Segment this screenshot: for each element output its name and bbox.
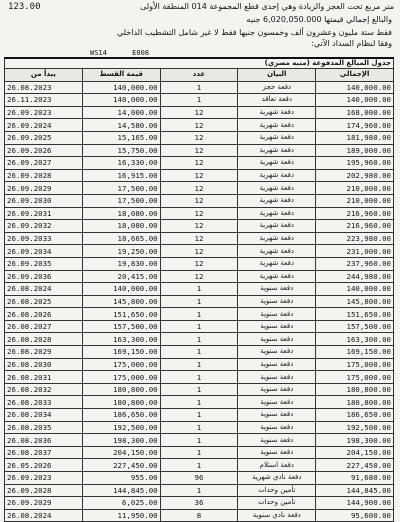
cell-installment: 6,025.00 bbox=[82, 497, 160, 510]
table-row bbox=[5, 472, 394, 485]
cell-date: 26.09.2025 bbox=[5, 131, 83, 144]
cell-date: 26.08.2024 bbox=[5, 283, 83, 296]
table-row bbox=[5, 220, 394, 233]
cell-type: دفعة سنوية bbox=[238, 295, 316, 308]
header-total: الإجمالي bbox=[316, 69, 394, 82]
cell-installment: 140,000.00 bbox=[82, 283, 160, 296]
table-body bbox=[5, 81, 394, 522]
table-row bbox=[5, 257, 394, 270]
cell-total: 145,800.00 bbox=[316, 295, 394, 308]
cell-count: 1 bbox=[160, 94, 238, 107]
cell-count: 12 bbox=[160, 169, 238, 182]
cell-total: 223,980.00 bbox=[316, 232, 394, 245]
cell-installment: 14,580.00 bbox=[82, 119, 160, 132]
cell-type: دفعة سنوية bbox=[238, 283, 316, 296]
cell-count: 1 bbox=[160, 459, 238, 472]
table-row bbox=[5, 144, 394, 157]
cell-total: 180,800.00 bbox=[316, 396, 394, 409]
header-type: البيان bbox=[238, 69, 316, 82]
cell-total: 244,980.00 bbox=[316, 270, 394, 283]
cell-date: 26.09.2031 bbox=[5, 207, 83, 220]
cell-count: 1 bbox=[160, 446, 238, 459]
cell-count: 1 bbox=[160, 409, 238, 422]
table-row bbox=[5, 245, 394, 258]
cell-installment: 19,250.00 bbox=[82, 245, 160, 258]
table-row bbox=[5, 207, 394, 220]
cell-type: دفعة شهرية bbox=[238, 119, 316, 132]
table-row bbox=[5, 106, 394, 119]
cell-count: 1 bbox=[160, 358, 238, 371]
cell-count: 1 bbox=[160, 333, 238, 346]
table-row bbox=[5, 295, 394, 308]
cell-type: دفعة سنوية bbox=[238, 371, 316, 384]
cell-type: دفعة سنوية bbox=[238, 383, 316, 396]
total-price-line: والبالغ إجمالي قيمتها 6,020,050.000 جنيه bbox=[246, 15, 392, 24]
cell-installment: 175,000.00 bbox=[82, 371, 160, 384]
cell-total: 231,000.00 bbox=[316, 245, 394, 258]
cell-date: 26.09.2029 bbox=[5, 182, 83, 195]
reference-codes bbox=[90, 49, 149, 57]
cell-count: 12 bbox=[160, 194, 238, 207]
cell-date: 26.09.2028 bbox=[5, 169, 83, 182]
cell-installment: 144,845.00 bbox=[82, 484, 160, 497]
cell-total: 227,450.00 bbox=[316, 459, 394, 472]
cell-count: 12 bbox=[160, 257, 238, 270]
cell-type: دفعة سنوية bbox=[238, 421, 316, 434]
cell-type: دفعة سنوية bbox=[238, 396, 316, 409]
cell-type: دفعة شهرية bbox=[238, 207, 316, 220]
cell-installment: 180,800.00 bbox=[82, 383, 160, 396]
cell-total: 186,650.00 bbox=[316, 409, 394, 422]
cell-count: 1 bbox=[160, 320, 238, 333]
cell-installment: 15,165.00 bbox=[82, 131, 160, 144]
cell-type: دفعة شهرية bbox=[238, 157, 316, 170]
cell-type: دفعة شهرية bbox=[238, 232, 316, 245]
cell-total: 198,300.00 bbox=[316, 434, 394, 447]
table-row bbox=[5, 157, 394, 170]
cell-type: دفعة شهرية bbox=[238, 106, 316, 119]
cell-total: 237,960.00 bbox=[316, 257, 394, 270]
cell-total: 210,000.00 bbox=[316, 194, 394, 207]
area-value: 123.00 bbox=[8, 2, 41, 12]
cell-type: دفعة سنوية bbox=[238, 434, 316, 447]
table-row bbox=[5, 459, 394, 472]
cell-count: 1 bbox=[160, 308, 238, 321]
cell-installment: 16,330.00 bbox=[82, 157, 160, 170]
cell-total: 91,680.00 bbox=[316, 472, 394, 485]
cell-date: 26.09.2030 bbox=[5, 194, 83, 207]
table-row bbox=[5, 383, 394, 396]
cell-total: 144,845.00 bbox=[316, 484, 394, 497]
cell-type: دفعة سنوية bbox=[238, 446, 316, 459]
cell-date: 26.08.2033 bbox=[5, 396, 83, 409]
cell-date: 26.08.2035 bbox=[5, 421, 83, 434]
cell-date: 26.09.2032 bbox=[5, 220, 83, 233]
cell-date: 26.09.2033 bbox=[5, 232, 83, 245]
cell-count: 1 bbox=[160, 346, 238, 359]
table-row bbox=[5, 270, 394, 283]
cell-type: دفعة سنوية bbox=[238, 333, 316, 346]
cell-installment: 140,000.00 bbox=[82, 81, 160, 94]
total-in-words: فقط ستة مليون وعشرون ألف وخمسون جنيها فقط لا غير شامل التشطيب الداخلي bbox=[117, 28, 392, 37]
cell-count: 12 bbox=[160, 270, 238, 283]
cell-count: 12 bbox=[160, 245, 238, 258]
cell-date: 26.09.2023 bbox=[5, 106, 83, 119]
cell-total: 151,650.00 bbox=[316, 308, 394, 321]
cell-date: 26.08.2032 bbox=[5, 383, 83, 396]
table-row bbox=[5, 346, 394, 359]
cell-total: 202,980.00 bbox=[316, 169, 394, 182]
cell-total: 175,000.00 bbox=[316, 371, 394, 384]
cell-date: 26.11.2023 bbox=[5, 94, 83, 107]
cell-total: 216,960.00 bbox=[316, 207, 394, 220]
cell-count: 12 bbox=[160, 157, 238, 170]
table-row bbox=[5, 371, 394, 384]
payment-system-note: وفقا لنظام السداد الآتي: bbox=[311, 39, 392, 48]
cell-date: 26.08.2036 bbox=[5, 434, 83, 447]
cell-date: 26.09.2034 bbox=[5, 245, 83, 258]
cell-date: 26.09.2028 bbox=[5, 484, 83, 497]
cell-installment: 192,500.00 bbox=[82, 421, 160, 434]
ref-left: WS14 bbox=[90, 49, 107, 57]
cell-type: دفعة سنوية bbox=[238, 358, 316, 371]
cell-type: دفعة سنوية bbox=[238, 320, 316, 333]
table-row bbox=[5, 308, 394, 321]
table-row bbox=[5, 396, 394, 409]
cell-type: دفعة نادي شهرية bbox=[238, 472, 316, 485]
cell-date: 26.08.2024 bbox=[5, 509, 83, 522]
cell-total: 168,000.00 bbox=[316, 106, 394, 119]
cell-count: 1 bbox=[160, 434, 238, 447]
cell-type: دفعة شهرية bbox=[238, 245, 316, 258]
cell-type: دفعة شهرية bbox=[238, 144, 316, 157]
cell-installment: 180,800.00 bbox=[82, 396, 160, 409]
cell-type: دفعة نادي سنوية bbox=[238, 509, 316, 522]
cell-installment: 204,150.00 bbox=[82, 446, 160, 459]
cell-date: 26.09.2036 bbox=[5, 270, 83, 283]
cell-installment: 17,500.00 bbox=[82, 182, 160, 195]
cell-type: دفعة شهرية bbox=[238, 194, 316, 207]
cell-installment: 16,915.00 bbox=[82, 169, 160, 182]
cell-date: 26.09.2024 bbox=[5, 119, 83, 132]
cell-total: 157,500.00 bbox=[316, 320, 394, 333]
cell-date: 26.09.2035 bbox=[5, 257, 83, 270]
cell-installment: 175,000.00 bbox=[82, 358, 160, 371]
cell-total: 144,900.00 bbox=[316, 497, 394, 510]
table-row bbox=[5, 409, 394, 422]
cell-installment: 198,300.00 bbox=[82, 434, 160, 447]
cell-total: 195,960.00 bbox=[316, 157, 394, 170]
cell-count: 1 bbox=[160, 283, 238, 296]
cell-date: 26.08.2034 bbox=[5, 409, 83, 422]
cell-date: 26.08.2028 bbox=[5, 333, 83, 346]
cell-total: 181,980.00 bbox=[316, 131, 394, 144]
cell-count: 12 bbox=[160, 144, 238, 157]
cell-installment: 145,800.00 bbox=[82, 295, 160, 308]
table-row bbox=[5, 232, 394, 245]
cell-count: 1 bbox=[160, 383, 238, 396]
cell-count: 36 bbox=[160, 497, 238, 510]
cell-type: دفعة استلام bbox=[238, 459, 316, 472]
cell-count: 8 bbox=[160, 509, 238, 522]
cell-date: 26.08.2023 bbox=[5, 81, 83, 94]
payment-schedule-table bbox=[4, 57, 394, 522]
table-row bbox=[5, 169, 394, 182]
cell-total: 210,000.00 bbox=[316, 182, 394, 195]
table-row bbox=[5, 81, 394, 94]
cell-total: 140,000.00 bbox=[316, 94, 394, 107]
table-row bbox=[5, 497, 394, 510]
table-row bbox=[5, 484, 394, 497]
table-row bbox=[5, 421, 394, 434]
cell-total: 204,150.00 bbox=[316, 446, 394, 459]
cell-count: 12 bbox=[160, 131, 238, 144]
table-row bbox=[5, 358, 394, 371]
cell-date: 26.05.2026 bbox=[5, 459, 83, 472]
cell-installment: 227,450.00 bbox=[82, 459, 160, 472]
cell-date: 26.08.2029 bbox=[5, 346, 83, 359]
cell-count: 12 bbox=[160, 119, 238, 132]
cell-count: 1 bbox=[160, 81, 238, 94]
cell-type: دفعة شهرية bbox=[238, 169, 316, 182]
cell-count: 1 bbox=[160, 484, 238, 497]
cell-type: دفعة سنوية bbox=[238, 308, 316, 321]
area-description: متر مربع تحت العجز والزيادة وهي إحدى قطع المجموعة 014 المنطقة الأولى bbox=[140, 2, 394, 11]
cell-date: 26.08.2025 bbox=[5, 295, 83, 308]
table-row bbox=[5, 131, 394, 144]
cell-date: 26.08.2031 bbox=[5, 371, 83, 384]
cell-installment: 151,650.00 bbox=[82, 308, 160, 321]
cell-type: دفعة شهرية bbox=[238, 131, 316, 144]
cell-type: دفعة شهرية bbox=[238, 220, 316, 233]
cell-installment: 157,500.00 bbox=[82, 320, 160, 333]
cell-total: 216,960.00 bbox=[316, 220, 394, 233]
table-row bbox=[5, 94, 394, 107]
cell-type: دفعة شهرية bbox=[238, 257, 316, 270]
table-row bbox=[5, 434, 394, 447]
cell-installment: 14,000.00 bbox=[82, 106, 160, 119]
cell-installment: 18,665.00 bbox=[82, 232, 160, 245]
cell-total: 140,000.00 bbox=[316, 283, 394, 296]
cell-type: دفعة سنوية bbox=[238, 409, 316, 422]
cell-type: دفعة تعاقد bbox=[238, 94, 316, 107]
cell-count: 12 bbox=[160, 182, 238, 195]
cell-count: 1 bbox=[160, 421, 238, 434]
cell-count: 12 bbox=[160, 106, 238, 119]
cell-installment: 11,950.00 bbox=[82, 509, 160, 522]
cell-installment: 20,415.00 bbox=[82, 270, 160, 283]
cell-date: 26.08.2030 bbox=[5, 358, 83, 371]
table-row bbox=[5, 320, 394, 333]
cell-date: 26.08.2037 bbox=[5, 446, 83, 459]
cell-installment: 17,500.00 bbox=[82, 194, 160, 207]
table-header-row bbox=[5, 69, 394, 82]
cell-count: 1 bbox=[160, 371, 238, 384]
cell-total: 180,800.00 bbox=[316, 383, 394, 396]
header-installment: قيمة القسط bbox=[82, 69, 160, 82]
cell-count: 96 bbox=[160, 472, 238, 485]
table-row bbox=[5, 446, 394, 459]
header-count: عدد bbox=[160, 69, 238, 82]
cell-total: 189,000.00 bbox=[316, 144, 394, 157]
table-row bbox=[5, 182, 394, 195]
cell-installment: 955.00 bbox=[82, 472, 160, 485]
cell-count: 1 bbox=[160, 396, 238, 409]
cell-total: 175,000.00 bbox=[316, 358, 394, 371]
cell-installment: 15,750.00 bbox=[82, 144, 160, 157]
cell-type: تأمين وحدات bbox=[238, 497, 316, 510]
cell-total: 192,500.00 bbox=[316, 421, 394, 434]
cell-type: تأمين وحدات bbox=[238, 484, 316, 497]
table-title-row bbox=[5, 58, 394, 69]
cell-total: 174,960.00 bbox=[316, 119, 394, 132]
ref-right: E008 bbox=[132, 49, 150, 57]
cell-total: 163,300.00 bbox=[316, 333, 394, 346]
cell-date: 26.08.2026 bbox=[5, 308, 83, 321]
cell-installment: 19,830.00 bbox=[82, 257, 160, 270]
cell-installment: 18,080.00 bbox=[82, 207, 160, 220]
table-row bbox=[5, 283, 394, 296]
cell-date: 26.09.2023 bbox=[5, 472, 83, 485]
cell-installment: 140,000.00 bbox=[82, 94, 160, 107]
table-row bbox=[5, 333, 394, 346]
cell-total: 169,150.00 bbox=[316, 346, 394, 359]
table-row bbox=[5, 119, 394, 132]
cell-type: دفعة شهرية bbox=[238, 182, 316, 195]
cell-type: دفعة شهرية bbox=[238, 270, 316, 283]
cell-count: 1 bbox=[160, 295, 238, 308]
table-title: جدول المبالغ المدفوعة (منيه مصري) bbox=[5, 58, 394, 69]
cell-total: 95,600.00 bbox=[316, 509, 394, 522]
cell-installment: 18,080.00 bbox=[82, 220, 160, 233]
cell-date: 26.09.2029 bbox=[5, 497, 83, 510]
cell-installment: 163,300.00 bbox=[82, 333, 160, 346]
header-date: يبدأ من bbox=[5, 69, 83, 82]
cell-date: 26.09.2026 bbox=[5, 144, 83, 157]
cell-count: 12 bbox=[160, 232, 238, 245]
cell-count: 12 bbox=[160, 207, 238, 220]
cell-total: 140,000.00 bbox=[316, 81, 394, 94]
table-row bbox=[5, 509, 394, 522]
cell-type: دفعة سنوية bbox=[238, 346, 316, 359]
cell-installment: 186,650.00 bbox=[82, 409, 160, 422]
table-row bbox=[5, 194, 394, 207]
cell-date: 26.09.2027 bbox=[5, 157, 83, 170]
cell-date: 26.08.2027 bbox=[5, 320, 83, 333]
cell-count: 12 bbox=[160, 220, 238, 233]
cell-installment: 169,150.00 bbox=[82, 346, 160, 359]
cell-type: دفعة حجز bbox=[238, 81, 316, 94]
